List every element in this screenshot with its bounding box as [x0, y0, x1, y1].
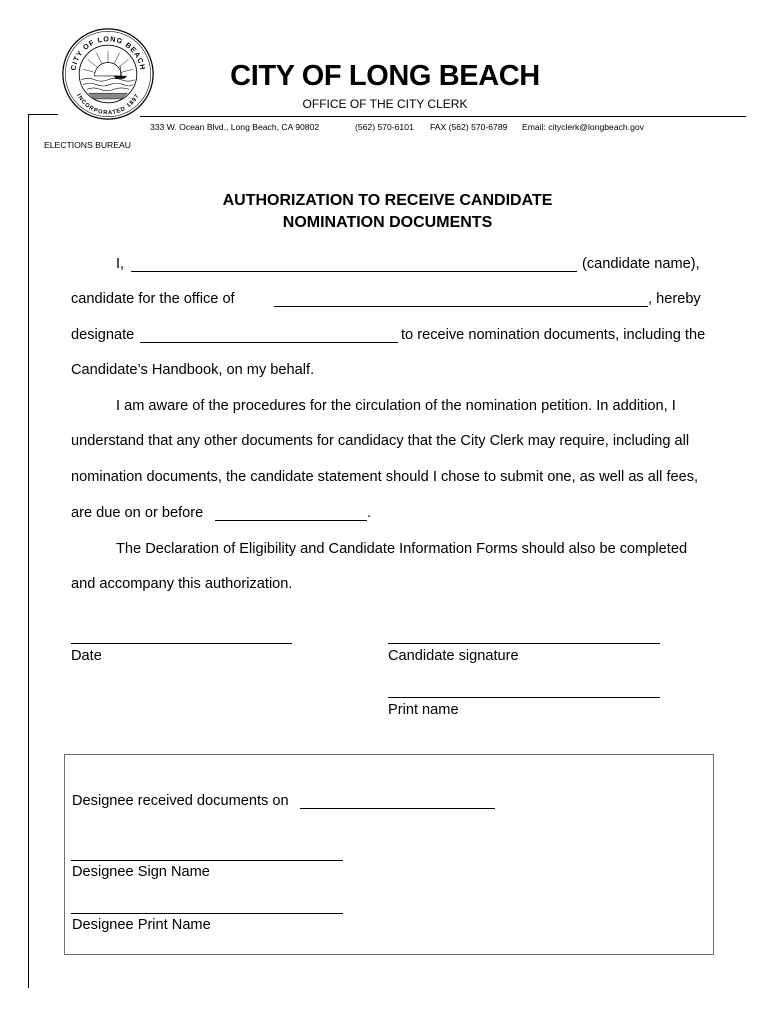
email-text: Email: cityclerk@longbeach.gov — [522, 122, 644, 132]
city-seal-icon — [60, 26, 156, 122]
form-title — [100, 190, 675, 234]
seal-bottom-text: INCORPORATED 1897 — [75, 92, 141, 117]
handbook-line: Candidate’s Handbook, on my behalf. — [71, 362, 315, 378]
candidate-prefix: I, — [116, 256, 125, 272]
phone-text: (562) 570-6101 — [355, 122, 414, 132]
office-name: OFFICE OF THE CITY CLERK — [302, 97, 468, 111]
address-text: 333 W. Ocean Blvd., Long Beach, CA 90802 — [150, 122, 320, 132]
form-title-line-2: NOMINATION DOCUMENTS — [282, 214, 493, 231]
office-prefix: candidate for the office of — [71, 291, 235, 307]
designate-prefix: designate — [71, 327, 135, 343]
candidate-name-line — [131, 271, 577, 272]
designee-print-label: Designee Print Name — [72, 917, 211, 933]
candidate-signature-label: Candidate signature — [388, 648, 519, 664]
date-signature-line[interactable] — [71, 643, 292, 644]
due-date-line — [215, 520, 367, 521]
left-margin-tick — [28, 114, 58, 115]
candidate-signature-line[interactable] — [388, 643, 660, 644]
designee-line — [140, 342, 398, 343]
office-suffix: , hereby — [648, 291, 701, 307]
designee-sign-line[interactable] — [71, 860, 343, 861]
designate-suffix: to receive nomination documents, including the — [401, 327, 706, 343]
fax-text: FAX (562) 570-6789 — [430, 122, 508, 132]
candidate-suffix: (candidate name), — [582, 256, 700, 272]
due-suffix: . — [367, 505, 372, 521]
print-name-line[interactable] — [388, 697, 660, 698]
print-name-label: Print name — [388, 702, 459, 718]
date-label: Date — [71, 648, 102, 664]
elections-bureau-label: ELECTIONS BUREAU — [44, 140, 131, 150]
city-name: CITY OF LONG BEACH — [230, 60, 540, 92]
seal-top-text: CITY OF LONG BEACH — [68, 34, 148, 72]
office-line — [274, 306, 648, 307]
left-margin-rule — [28, 114, 29, 988]
designee-received-label: Designee received documents on — [72, 793, 289, 809]
designee-print-line[interactable] — [71, 913, 343, 914]
header-rule — [140, 116, 746, 117]
designee-sign-label: Designee Sign Name — [72, 864, 210, 880]
due-prefix: are due on or before — [71, 505, 204, 521]
form-title-line-1: AUTHORIZATION TO RECEIVE CANDIDATE — [222, 192, 553, 209]
para2-line-3: nomination documents, the candidate statement should I chose to submit one, as well as all fees, — [71, 469, 699, 485]
para2-line-1: I am aware of the procedures for the circulation of the nomination petition. In addition, I — [116, 398, 676, 414]
designee-received-line — [300, 808, 495, 809]
para3-line-1: The Declaration of Eligibility and Candidate Information Forms should also be completed — [116, 541, 688, 557]
para2-line-2: understand that any other documents for candidacy that the City Clerk may require, including all — [71, 433, 690, 449]
para3-line-2: and accompany this authorization. — [71, 576, 293, 592]
